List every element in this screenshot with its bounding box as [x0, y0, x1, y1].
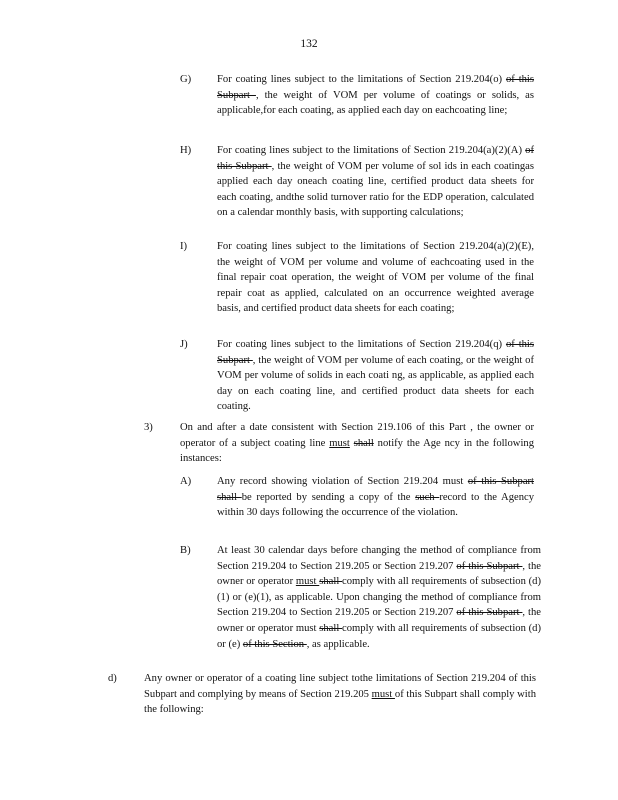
text-segment: notify the Age ncy in the following instances: [180, 437, 534, 465]
text-segment: comply with all requirements of subsection (d)(1) or (e)(1), as applicable. Upon changing the method of compliance from Section 219.204 to Section 219.205 or Section 219.207 [217, 576, 541, 619]
item-text-i [217, 239, 534, 317]
item-label-a: A) [180, 476, 192, 487]
struck-text: such [415, 491, 440, 503]
struck-text: shall [353, 437, 374, 449]
item-label-i: I) [180, 241, 188, 252]
text-segment: For coating lines subject to the limitations of Section 219.204(a)(2)(E), the weight of VOM per volume and volume of eachcoating used in the final repair coat operation, the weight of VOM per volume of the final repair coat as applied, calculated on an occurrence weighted average basis, and certified product data sheets for each coating; [217, 241, 534, 315]
text-segment: , the weight of VOM per volume of coatings or solids, as applicable,for each coating, as applied each day on eachcoating line; [217, 89, 534, 117]
text-segment: , the owner or operator [217, 560, 541, 588]
item-label-3: 3) [144, 422, 153, 433]
item-label-b: B) [180, 545, 191, 556]
struck-text: of this Subpart [217, 339, 534, 366]
struck-text: of this Subpart [456, 607, 523, 619]
inserted-text: must [295, 576, 320, 588]
text-segment: Any owner or operator of a coating line subject tothe limitations of Section 219.204 of this Subpart and complying by means of Section 219.205 [144, 673, 536, 700]
text-segment: , the weight of VOM per volume of each coating, or the weight of VOM per volume of solids in each coati ng, as applicable, as applied each day on each coating line, and certified product data sheets for each coating. [217, 354, 534, 413]
item-label-d: d) [108, 673, 117, 684]
text-segment: For coating lines subject to the limitations of Section 219.204(q) [217, 339, 506, 350]
item-text-h [217, 143, 534, 221]
struck-text: of this Subpart [217, 145, 534, 172]
struck-text: of this Section [242, 638, 307, 650]
item-label-h: H) [180, 145, 192, 156]
text-segment: record to the Agency within 30 days following the occurrence of the violation. [217, 491, 534, 519]
text-segment: be reported by sending a copy of the [241, 491, 416, 503]
text-segment: For coating lines subject to the limitations of Section 219.204(a)(2)(A) [217, 145, 526, 156]
text-segment: , as applicable. [306, 638, 370, 650]
text-segment: comply with all requirements of subsection (d) or (e) [217, 622, 541, 650]
text-segment: , the weight of VOM per volume of sol ids in each coatingas applied each day oneach coating line, certified product data sheets for each coating, andthe solid turnover ratio for the EDP operation, calculated on a calendar monthly basis, with supporting calculations; [217, 160, 535, 219]
inserted-text: must [329, 437, 350, 449]
struck-text: of this Subpart shall [217, 476, 534, 503]
text-segment: of this Subpart shall comply with the following: [144, 688, 536, 716]
item-text-g [217, 72, 534, 119]
item-text-b [217, 543, 541, 652]
item-text-j [217, 337, 534, 415]
inserted-text: must [371, 688, 395, 700]
item-text-d [144, 671, 536, 718]
struck-text: of this Subpart [217, 74, 534, 101]
text-segment: For coating lines subject to the limitations of Section 219.204(o) [217, 74, 506, 85]
text-segment: At least 30 calendar days before changing the method of compliance from Section 219.204 to Section 219.205 or Section 219.207 [217, 545, 541, 572]
item-label-g: G) [180, 74, 192, 85]
text-segment: , the owner or operator must [217, 607, 541, 634]
text-segment: On and after a date consistent with Section 219.106 of this Part , the owner or operator of a subject coating line [180, 422, 534, 449]
item-text-3 [180, 420, 534, 467]
item-text-a [217, 474, 534, 521]
struck-text: shall [319, 576, 343, 588]
item-label-j: J) [180, 339, 188, 350]
struck-text: of this Subpart [456, 560, 523, 572]
text-segment: Any record showing violation of Section 219.204 must [217, 476, 468, 487]
page-number: 132 [300, 38, 318, 50]
struck-text: shall [319, 622, 343, 634]
